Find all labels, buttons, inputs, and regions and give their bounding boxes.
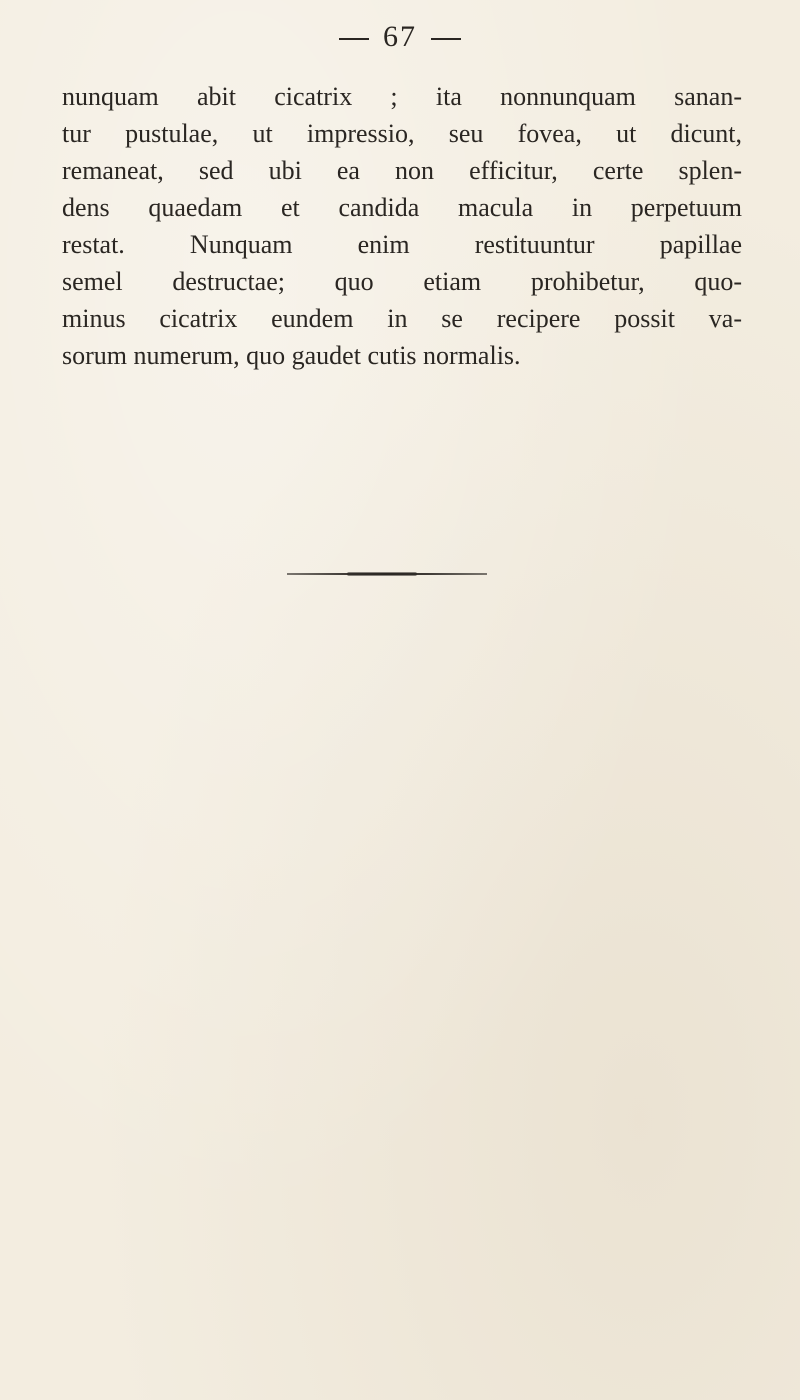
text-line: nunquam abit cicatrix ; ita nonnunquam sanan- xyxy=(62,82,742,111)
header-dash-left xyxy=(339,38,369,40)
text-line: minus cicatrix eundem in se recipere possit va- xyxy=(62,304,742,333)
body-paragraph xyxy=(62,78,742,374)
text-line: semel destructae; quo etiam prohibetur, quo- xyxy=(62,267,742,296)
page-number: 67 xyxy=(383,20,417,53)
text-line: tur pustulae, ut impressio, seu fovea, ut dicunt, xyxy=(62,119,742,148)
text-line: remaneat, sed ubi ea non efficitur, certe splen- xyxy=(62,156,742,185)
section-end-rule xyxy=(287,573,487,575)
text-line: sorum numerum, quo gaudet cutis normalis. xyxy=(62,341,521,370)
header-dash-right xyxy=(431,38,461,40)
text-line: dens quaedam et candida macula in perpetuum xyxy=(62,193,742,222)
text-line: restat. Nunquam enim restituuntur papillae xyxy=(62,230,742,259)
page-header xyxy=(0,20,800,54)
